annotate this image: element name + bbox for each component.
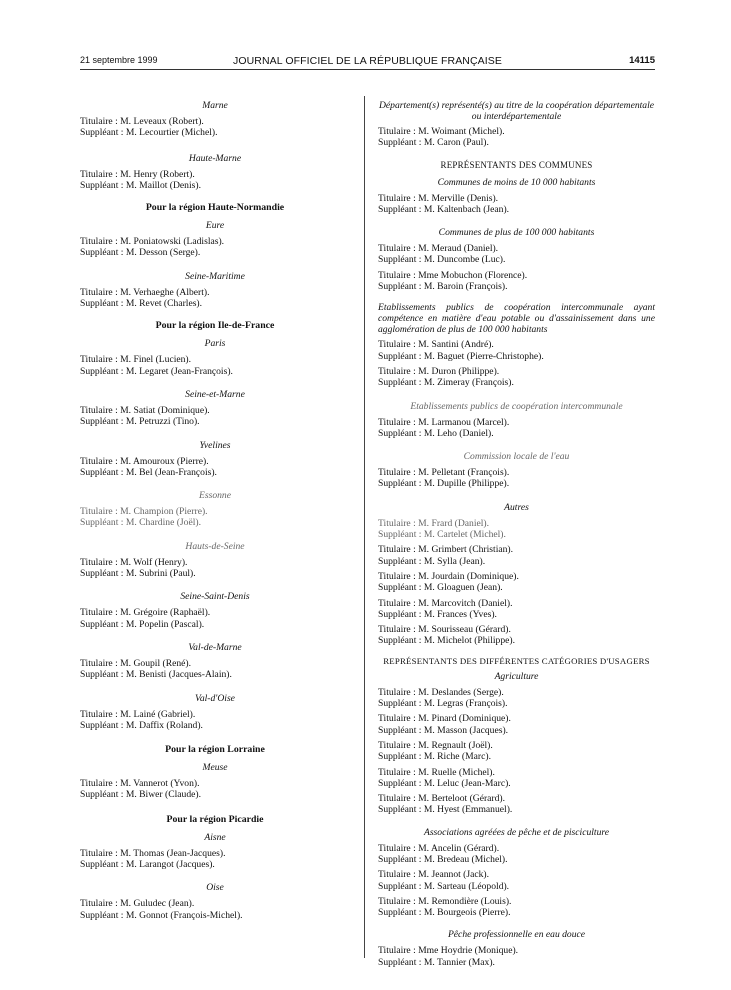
suppleant-entry: Suppléant : M. Lecourtier (Michel). bbox=[80, 127, 218, 139]
suppleant-entry: Suppléant : M. Baguet (Pierre-Christophe). bbox=[378, 350, 544, 362]
titulaire-entry: Titulaire : M. Guludec (Jean). bbox=[80, 898, 195, 910]
heading-representants-communes: REPRÉSENTANTS DES COMMUNES bbox=[440, 159, 593, 170]
suppleant-entry: Suppléant : M. Maillot (Denis). bbox=[80, 179, 201, 191]
titulaire-entry: Titulaire : M. Amouroux (Pierre). bbox=[80, 455, 209, 467]
suppleant-entry: Suppléant : M. Revet (Charles). bbox=[80, 298, 203, 310]
suppleant-entry: Suppléant : M. Larangot (Jacques). bbox=[80, 859, 215, 871]
header-date: 21 septembre 1999 bbox=[80, 55, 158, 65]
section-epci bbox=[378, 401, 655, 440]
suppleant-entry: Suppléant : M. Caron (Paul). bbox=[378, 137, 489, 149]
suppleant-entry: Suppléant : M. Riche (Marc). bbox=[378, 751, 491, 763]
section-commission-locale-eau bbox=[378, 451, 655, 490]
region-heading-haute-normandie: Pour la région Haute-Normandie bbox=[145, 202, 285, 214]
region-heading-lorraine: Pour la région Lorraine bbox=[165, 744, 265, 756]
section-paris bbox=[80, 338, 350, 377]
suppleant-entry: Suppléant : M. Benisti (Jacques-Alain). bbox=[80, 669, 232, 681]
section-yvelines bbox=[80, 440, 350, 479]
member-pair bbox=[378, 793, 655, 816]
member-pair bbox=[378, 896, 655, 919]
titulaire-entry: Titulaire : M. Lainé (Gabriel). bbox=[80, 708, 196, 720]
titulaire-entry: Titulaire : M. Woimant (Michel). bbox=[378, 126, 505, 137]
section-eure bbox=[80, 220, 350, 259]
section-aisne bbox=[80, 832, 350, 871]
column-divider bbox=[364, 96, 365, 958]
section-agriculture bbox=[378, 671, 655, 816]
titulaire-entry: Titulaire : M. Grimbert (Christian). bbox=[378, 544, 514, 556]
section-associations-peche bbox=[378, 827, 655, 919]
titulaire-entry: Titulaire : M. Jourdain (Dominique). bbox=[378, 570, 519, 582]
member-pair bbox=[378, 270, 655, 293]
member-pair bbox=[378, 843, 655, 866]
titulaire-entry: Titulaire : M. Wolf (Henry). bbox=[80, 556, 188, 568]
section-seine-et-marne bbox=[80, 389, 350, 428]
member-pair bbox=[378, 243, 655, 266]
suppleant-entry: Suppléant : M. Masson (Jacques). bbox=[378, 724, 509, 736]
suppleant-entry: Suppléant : M. Bredeau (Michel). bbox=[378, 853, 508, 865]
section-haute-marne bbox=[80, 153, 350, 192]
section-title: Département(s) représenté(s) au titre de la coopération départementale ou interdépartementale bbox=[378, 100, 655, 122]
suppleant-entry: Suppléant : M. Tannier (Max). bbox=[378, 956, 495, 968]
suppleant-entry: Suppléant : M. Cartelet (Michel). bbox=[378, 529, 506, 541]
member-pair bbox=[378, 518, 655, 541]
suppleant-entry: Suppléant : M. Leho (Daniel). bbox=[378, 427, 494, 439]
suppleant-entry: Suppléant : M. Kaltenbach (Jean). bbox=[378, 203, 510, 215]
suppleant-entry: Suppléant : M. Zimeray (François). bbox=[378, 377, 514, 389]
section-val-de-marne bbox=[80, 642, 350, 681]
member-pair bbox=[378, 740, 655, 763]
suppleant-entry: Suppléant : M. Petruzzi (Tino). bbox=[80, 416, 200, 428]
member-pair bbox=[378, 687, 655, 710]
titulaire-entry: Titulaire : M. Goupil (René). bbox=[80, 657, 192, 669]
titulaire-entry: Titulaire : M. Remondière (Louis). bbox=[378, 895, 512, 907]
region-heading-picardie: Pour la région Picardie bbox=[166, 813, 264, 825]
titulaire-entry: Titulaire : M. Deslandes (Serge). bbox=[378, 686, 504, 698]
dept-title: Haute-Marne bbox=[188, 152, 242, 164]
suppleant-entry: Suppléant : M. Gloaguen (Jean). bbox=[378, 582, 503, 594]
titulaire-entry: Titulaire : M. Ruelle (Michel). bbox=[378, 766, 495, 778]
section-marne bbox=[80, 100, 350, 139]
dept-title: Eure bbox=[205, 220, 225, 232]
suppleant-entry: Suppléant : M. Bel (Jean-François). bbox=[80, 466, 217, 478]
titulaire-entry: Titulaire : M. Merville (Denis). bbox=[378, 192, 499, 204]
titulaire-entry: Titulaire : M. Ancelin (Gérard). bbox=[378, 842, 500, 854]
member-pair bbox=[378, 869, 655, 892]
suppleant-entry: Suppléant : M. Duncombe (Luc). bbox=[378, 254, 506, 266]
section-communes-plus-100000 bbox=[378, 227, 655, 292]
titulaire-entry: Titulaire : M. Satiat (Dominique). bbox=[80, 404, 210, 416]
titulaire-entry: Titulaire : M. Duron (Philippe). bbox=[378, 365, 500, 377]
dept-title: Yvelines bbox=[199, 439, 231, 451]
titulaire-entry: Titulaire : M. Finel (Lucien). bbox=[80, 354, 192, 366]
titulaire-entry: Titulaire : M. Grégoire (Raphaël). bbox=[80, 607, 211, 619]
section-title: Etablissements publics de coopération intercommunale bbox=[410, 400, 623, 412]
suppleant-entry: Suppléant : M. Legras (François). bbox=[378, 698, 508, 710]
titulaire-entry: Titulaire : Mme Mobuchon (Florence). bbox=[378, 269, 528, 281]
member-pair bbox=[378, 544, 655, 567]
section-seine-saint-denis bbox=[80, 591, 350, 630]
section-title: Commission locale de l'eau bbox=[463, 451, 570, 463]
member-pair bbox=[378, 339, 655, 362]
titulaire-entry: Titulaire : Mme Hoydrie (Monique). bbox=[378, 945, 519, 957]
member-pair bbox=[378, 713, 655, 736]
member-pair bbox=[378, 598, 655, 621]
titulaire-entry: Titulaire : M. Vannerot (Yvon). bbox=[80, 778, 200, 790]
section-communes-moins-10000 bbox=[378, 177, 655, 216]
section-title: Communes de plus de 100 000 habitants bbox=[438, 227, 595, 239]
member-pair bbox=[378, 571, 655, 594]
dept-title: Oise bbox=[206, 882, 224, 894]
suppleant-entry: Suppléant : M. Hyest (Emmanuel). bbox=[378, 804, 513, 816]
left-column bbox=[80, 100, 350, 921]
section-title: Agriculture bbox=[494, 670, 539, 682]
titulaire-entry: Titulaire : M. Thomas (Jean-Jacques). bbox=[80, 847, 226, 859]
right-column bbox=[378, 100, 655, 968]
dept-title: Val-de-Marne bbox=[188, 641, 242, 653]
member-pair bbox=[378, 624, 655, 647]
heading-representants-usagers: REPRÉSENTANTS DES DIFFÉRENTES CATÉGORIES D'USAGERS bbox=[383, 655, 650, 666]
section-meuse bbox=[80, 762, 350, 801]
suppleant-entry: Suppléant : M. Popelin (Pascal). bbox=[80, 618, 205, 630]
titulaire-entry: Titulaire : M. Leveaux (Robert). bbox=[80, 116, 204, 127]
section-title: Associations agréées de pêche et de pisciculture bbox=[423, 826, 610, 838]
section-essonne bbox=[80, 490, 350, 529]
dept-title: Marne bbox=[202, 100, 228, 111]
suppleant-entry: Suppléant : M. Gonnot (François-Michel). bbox=[80, 909, 243, 921]
section-val-d-oise bbox=[80, 693, 350, 732]
suppleant-entry: Suppléant : M. Subrini (Paul). bbox=[80, 568, 196, 580]
section-oise bbox=[80, 882, 350, 921]
section-title: Communes de moins de 10 000 habitants bbox=[437, 176, 596, 188]
titulaire-entry: Titulaire : M. Berteloot (Gérard). bbox=[378, 793, 505, 805]
section-autres bbox=[378, 502, 655, 647]
suppleant-entry: Suppléant : M. Sarteau (Léopold). bbox=[378, 880, 510, 892]
suppleant-entry: Suppléant : M. Bourgeois (Pierre). bbox=[378, 907, 511, 919]
suppleant-entry: Suppléant : M. Frances (Yves). bbox=[378, 608, 497, 620]
titulaire-entry: Titulaire : M. Jeannot (Jack). bbox=[378, 869, 490, 881]
titulaire-entry: Titulaire : M. Larmanou (Marcel). bbox=[378, 416, 510, 428]
titulaire-entry: Titulaire : M. Sourisseau (Gérard). bbox=[378, 624, 511, 636]
titulaire-entry: Titulaire : M. Marcovitch (Daniel). bbox=[378, 597, 513, 609]
suppleant-entry: Suppléant : M. Desson (Serge). bbox=[80, 247, 201, 259]
section-title: Etablissements publics de coopération intercommunale ayant compétence en matière d'eau potable ou d'assainissement dans une agglomération de plus de 100 000 habitants bbox=[378, 302, 655, 336]
header-rule bbox=[80, 69, 655, 70]
section-departement-cooperation bbox=[378, 100, 655, 149]
header-journal-title: JOURNAL OFFICIEL DE LA RÉPUBLIQUE FRANÇAISE bbox=[233, 55, 502, 67]
dept-title: Seine-Maritime bbox=[185, 270, 245, 282]
suppleant-entry: Suppléant : M. Baroin (François). bbox=[378, 281, 508, 293]
suppleant-entry: Suppléant : M. Daffix (Roland). bbox=[80, 719, 203, 731]
member-pair bbox=[378, 767, 655, 790]
dept-title: Seine-Saint-Denis bbox=[180, 591, 250, 603]
titulaire-entry: Titulaire : M. Frard (Daniel). bbox=[378, 517, 490, 529]
suppleant-entry: Suppléant : M. Michelot (Philippe). bbox=[378, 635, 515, 647]
titulaire-entry: Titulaire : M. Pinard (Dominique). bbox=[378, 713, 511, 725]
dept-title: Val-d'Oise bbox=[195, 692, 235, 704]
suppleant-entry: Suppléant : M. Biwer (Claude). bbox=[80, 789, 201, 801]
member-pair bbox=[378, 366, 655, 389]
dept-title: Hauts-de-Seine bbox=[185, 540, 245, 552]
suppleant-entry: Suppléant : M. Leluc (Jean-Marc). bbox=[378, 777, 511, 789]
suppleant-entry: Suppléant : M. Legaret (Jean-François). bbox=[80, 365, 233, 377]
page-header bbox=[80, 55, 655, 69]
dept-title: Aisne bbox=[204, 831, 226, 843]
dept-title: Meuse bbox=[202, 762, 228, 774]
dept-title: Essonne bbox=[199, 490, 231, 502]
header-page-number: 14115 bbox=[629, 55, 655, 66]
titulaire-entry: Titulaire : M. Henry (Robert). bbox=[80, 168, 195, 180]
titulaire-entry: Titulaire : M. Verhaeghe (Albert). bbox=[80, 286, 210, 298]
titulaire-entry: Titulaire : M. Regnault (Joël). bbox=[378, 739, 493, 751]
titulaire-entry: Titulaire : M. Poniatowski (Ladislas). bbox=[80, 236, 225, 248]
region-heading-ile-de-france: Pour la région Ile-de-France bbox=[155, 320, 275, 332]
section-title: Pêche professionnelle en eau douce bbox=[447, 929, 586, 941]
suppleant-entry: Suppléant : M. Chardine (Joël). bbox=[80, 517, 201, 529]
titulaire-entry: Titulaire : M. Pelletant (François). bbox=[378, 467, 510, 479]
dept-title: Paris bbox=[204, 338, 226, 350]
section-hauts-de-seine bbox=[80, 541, 350, 580]
section-peche-professionnelle bbox=[378, 929, 655, 968]
section-seine-maritime bbox=[80, 271, 350, 310]
dept-title: Seine-et-Marne bbox=[185, 388, 245, 400]
section-title: Autres bbox=[504, 501, 529, 513]
suppleant-entry: Suppléant : M. Sylla (Jean). bbox=[378, 555, 486, 567]
titulaire-entry: Titulaire : M. Santini (André). bbox=[378, 339, 494, 351]
section-epci-eau-assainissement bbox=[378, 302, 655, 388]
titulaire-entry: Titulaire : M. Champion (Pierre). bbox=[80, 506, 208, 518]
suppleant-entry: Suppléant : M. Dupille (Philippe). bbox=[378, 478, 510, 490]
titulaire-entry: Titulaire : M. Meraud (Daniel). bbox=[378, 243, 499, 255]
